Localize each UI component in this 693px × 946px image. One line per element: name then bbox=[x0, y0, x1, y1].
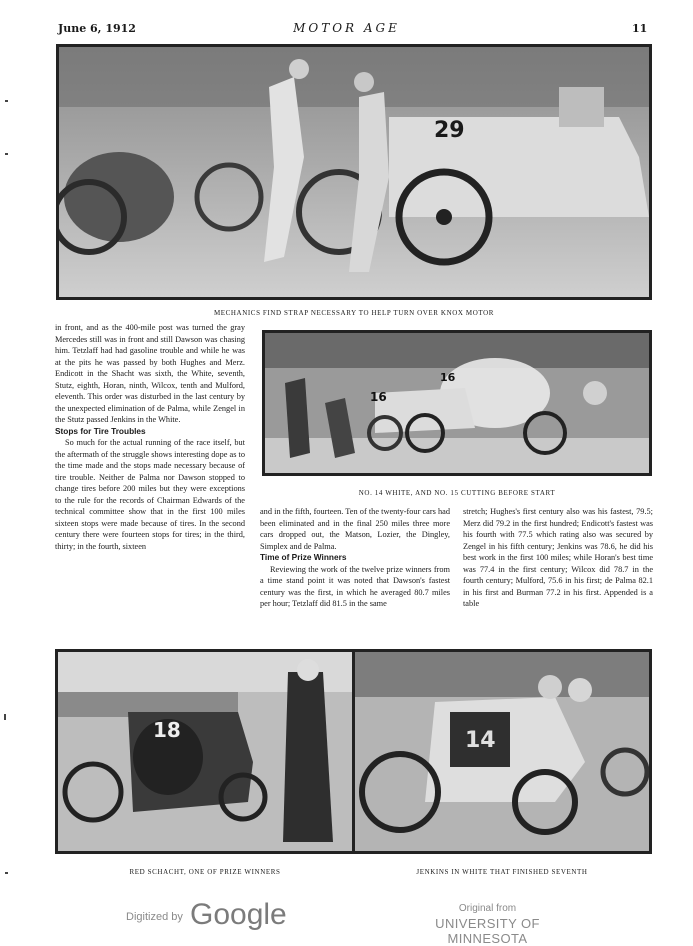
photo-knox-motor bbox=[56, 44, 652, 300]
caption-bottom-right: JENKINS IN WHITE THAT FINISHED SEVENTH bbox=[416, 868, 588, 876]
google-logo: Google bbox=[190, 898, 287, 931]
car-number-16a: 16 bbox=[370, 390, 387, 404]
original-from-label: Original from bbox=[458, 903, 517, 914]
article-column-1 bbox=[55, 322, 245, 552]
caption-middle: NO. 14 WHITE, AND NO. 15 CUTTING BEFORE START bbox=[358, 489, 556, 497]
article-paragraph: and in the fifth, fourteen. Ten of the twenty-four cars had been eliminated and in the final 250 miles three more cars dropped out, the Matson, Lozier, the Dingley, Simplex and de Palma. bbox=[260, 507, 450, 551]
page-number: 11 bbox=[632, 22, 648, 35]
article-paragraph: Reviewing the work of the twelve prize winners from a time stand point it was noted that Dawson's fastest century was the first, in which he averaged 80.7 miles per hour; Tetzlaff did 81.5 in the same bbox=[260, 564, 450, 608]
car-number-16b: 16 bbox=[440, 371, 456, 384]
margin-mark bbox=[5, 153, 8, 155]
margin-mark bbox=[5, 100, 8, 102]
article-column-3 bbox=[463, 506, 653, 610]
article-column-2 bbox=[260, 506, 450, 610]
subhead-prize-winners: Time of Prize Winners bbox=[260, 552, 347, 562]
issue-date: June 6, 1912 bbox=[58, 22, 136, 35]
photo-white-14 bbox=[262, 330, 652, 476]
digitized-by-label: Digitized by bbox=[126, 911, 183, 923]
article-paragraph: So much for the actual running of the race itself, but the aftermath of the struggle shows interesting dope as to the time made and the stops made necessary because of tire trouble. Neither de Palma nor Dawson stopped to change tires before 200 miles but they were exceptions to the rule for the records of Chairman Edwards of the technical committee show that in the first 100 miles sixteen stops were made because of tires. In the second century there were fourteen stops for tires; in the third, thirty; in the fourth, sixteen bbox=[55, 438, 245, 551]
publication-title: MOTOR AGE bbox=[293, 21, 400, 35]
institution-label: UNIVERSITY OF MINNESOTA bbox=[435, 916, 540, 946]
photo-jenkins-white bbox=[352, 649, 652, 854]
article-paragraph: stretch; Hughes's first century also was his fastest, 79.5; Merz did 79.2 in the first hundred; Endicott's fastest was his fourth with 77.5 which rating also was secured by Zengel in his fifth century; Jenkins was 78.6, he did his best work in the first 100 miles; while Horan's best time was 77.4 in the first century; Wilcox did 78.7 in the fourth century; Mulford, 75.6 in his first; de Palma 82.1 in his first and Burman 77.2 in his first. Appended is a table bbox=[463, 507, 653, 608]
caption-bottom-left: RED SCHACHT, ONE OF PRIZE WINNERS bbox=[129, 868, 281, 876]
margin-mark bbox=[4, 714, 6, 720]
car-number-29: 29 bbox=[434, 118, 465, 143]
subhead-tire-troubles: Stops for Tire Troubles bbox=[55, 425, 146, 436]
car-number-14: 14 bbox=[465, 728, 496, 753]
caption-top: MECHANICS FIND STRAP NECESSARY TO HELP TURN OVER KNOX MOTOR bbox=[213, 309, 495, 317]
car-number-18: 18 bbox=[153, 718, 181, 742]
photo-red-schacht bbox=[55, 649, 355, 854]
margin-mark bbox=[5, 872, 8, 874]
article-paragraph: in front, and as the 400-mile post was turned the gray Mercedes still was in front and still Dawson was chasing him. Tetzlaff had had gasoline trouble and while he was at the pits he was passed by both Hughes and Merz. Endicott in the Shacht was sixth, the White, seventh, Stutz, eighth, Horan, ninth, Wilcox, tenth and Mulford, eleventh. This order was disturbed in the last century by the unexpected elimination of de Palma, while Zengel in the Stutz passed Jenkins in the White. bbox=[55, 323, 245, 424]
